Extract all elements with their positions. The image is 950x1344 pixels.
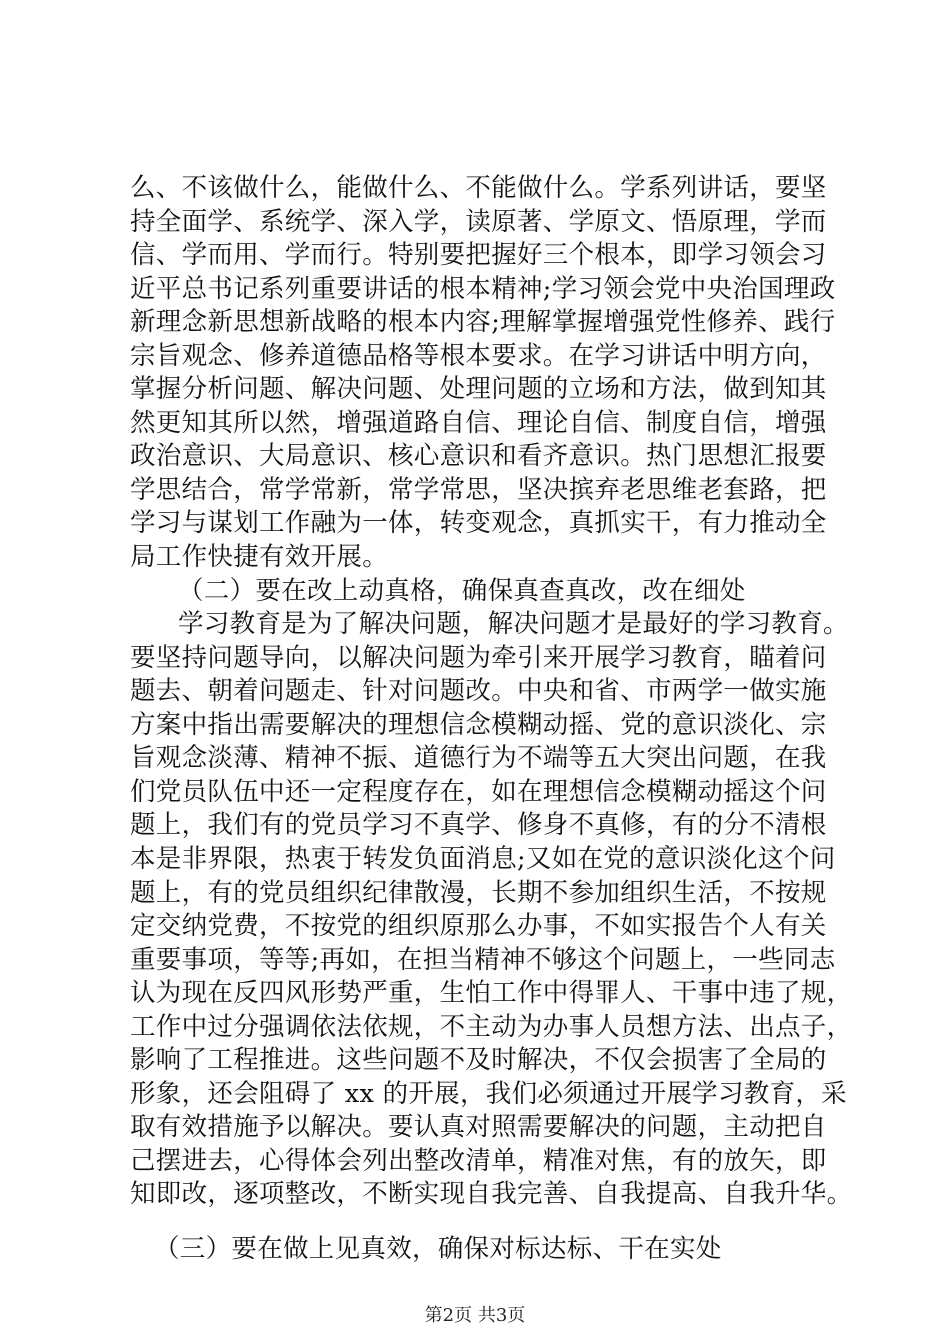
text-line: 信、学而用、学而行。特别要把握好三个根本，即学习领会习 [130,240,827,271]
text-line: 重要事项，等等;再如，在担当精神不够这个问题上，一些同志 [130,944,836,975]
text-line: 题上，有的党员组织纪律散漫，长期不参加组织生活，不按规 [130,877,827,908]
text-line: 学习与谋划工作融为一体，转变观念，真抓实干，有力推动全 [130,508,827,539]
text-line: 局工作快捷有效开展。 [130,542,389,573]
text-line: 学习教育是为了解决问题，解决问题才是最好的学习教育。 [178,609,849,640]
text-line: 掌握分析问题、解决问题、处理问题的立场和方法，做到知其 [130,374,827,405]
text-line: 持全面学、系统学、深入学，读原著、学原文、悟原理，学而 [130,206,827,237]
text-line: 题去、朝着问题走、针对问题改。中央和省、市两学一做实施 [130,676,827,707]
text-line: 要坚持问题导向，以解决问题为牵引来开展学习教育，瞄着问 [130,642,827,673]
section-heading: （二）要在改上动真格，确保真查真改，改在细处 [178,575,746,606]
text-line: 题上，我们有的党员学习不真学、修身不真修，有的分不清根 [130,810,827,841]
text-line: 旨观念淡薄、精神不振、道德行为不端等五大突出问题，在我 [130,743,827,774]
text-line: 取有效措施予以解决。要认真对照需要解决的问题，主动把自 [130,1112,827,1143]
text-line: 新理念新思想新战略的根本内容;理解掌握增强党性修养、践行 [130,307,836,338]
text-line: 工作中过分强调依法依规，不主动为办事人员想方法、出点子， [130,1011,853,1042]
text-line: 本是非界限，热衷于转发负面消息;又如在党的意识淡化这个问 [130,843,836,874]
text-line: 知即改，逐项整改，不断实现自我完善、自我提高、自我升华。 [130,1179,853,1210]
text-line: 方案中指出需要解决的理想信念模糊动摇、党的意识淡化、宗 [130,709,827,740]
text-line: 形象，还会阻碍了 xx 的开展，我们必须通过开展学习教育，采 [130,1078,847,1109]
text-line: 近平总书记系列重要讲话的根本精神;学习领会党中央治国理政 [130,273,836,304]
section-heading: （三）要在做上见真效，确保对标达标、干在实处 [154,1234,722,1265]
text-line: 认为现在反四风形势严重，生怕工作中得罪人、干事中违了规， [130,978,853,1009]
text-line: 宗旨观念、修养道德品格等根本要求。在学习讲话中明方向， [130,340,827,371]
text-line: 学思结合，常学常新，常学常思，坚决摈弃老思维老套路，把 [130,474,827,505]
text-line: 政治意识、大局意识、核心意识和看齐意识。热门思想汇报要 [130,441,827,472]
text-line: 么、不该做什么，能做什么、不能做什么。学系列讲话，要坚 [130,173,827,203]
page-number-footer: 第2页 共3页 [424,1305,526,1326]
text-line: 己摆进去，心得体会列出整改清单，精准对焦，有的放矢，即 [130,1145,827,1176]
text-line: 影响了工程推进。这些问题不及时解决，不仅会损害了全局的 [130,1045,827,1076]
text-line: 定交纳党费，不按党的组织原那么办事，不如实报告个人有关 [130,911,827,942]
text-line: 们党员队伍中还一定程度存在，如在理想信念模糊动摇这个问 [130,776,827,807]
text-line: 然更知其所以然，增强道路自信、理论自信、制度自信，增强 [130,407,827,438]
